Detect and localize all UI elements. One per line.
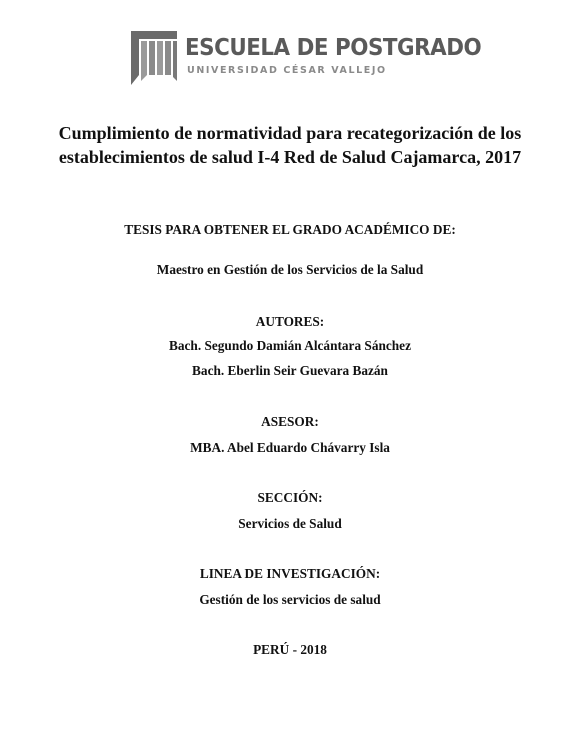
- university-logo: [131, 31, 482, 85]
- author-2: Bach. Eberlin Seir Guevara Bazán: [192, 363, 388, 378]
- section-name: Servicios de Salud: [238, 516, 342, 531]
- logo-subtitle: UNIVERSIDAD CÉSAR VALLEJO: [187, 65, 387, 76]
- logo-title: ESCUELA DE POSTGRADO: [185, 35, 482, 61]
- section-label: SECCIÓN:: [257, 490, 323, 505]
- research-line-label: LINEA DE INVESTIGACIÓN:: [199, 566, 381, 581]
- research-line: Gestión de los servicios de salud: [199, 592, 381, 607]
- advisor-name: MBA. Abel Eduardo Chávarry Isla: [190, 440, 390, 455]
- authors-label: AUTORES:: [255, 314, 325, 329]
- ucv-emblem-icon: [131, 31, 177, 85]
- thesis-label: TESIS PARA OBTENER EL GRADO ACADÉMICO DE:: [124, 222, 456, 237]
- advisor-label: ASESOR:: [261, 414, 319, 429]
- degree-name: Maestro en Gestión de los Servicios de la Salud: [156, 262, 424, 277]
- thesis-title: Cumplimiento de normatividad para recategorización de los establecimientos de salud I-4 Red de Salud Cajamarca, 2017: [58, 123, 522, 167]
- footer-country-year: PERÚ - 2018: [253, 642, 327, 657]
- author-1: Bach. Segundo Damián Alcántara Sánchez: [169, 338, 411, 353]
